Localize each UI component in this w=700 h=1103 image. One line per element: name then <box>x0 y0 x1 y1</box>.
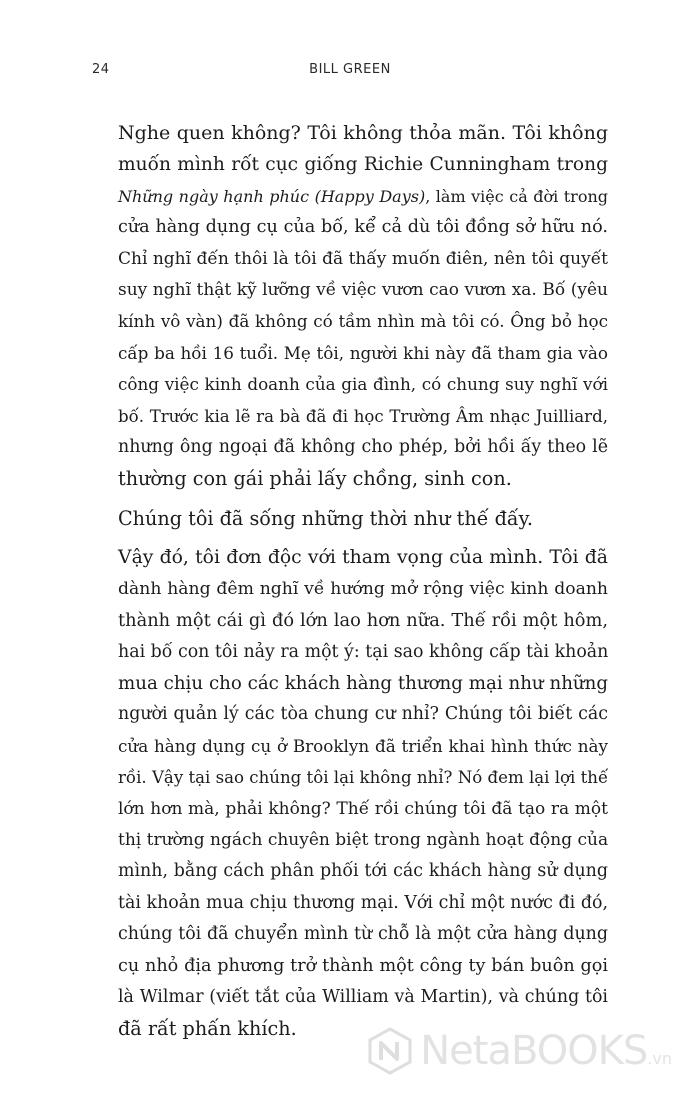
text-line: Chúng tôi đã sống những thời như thế đấy. <box>118 506 534 530</box>
text-line: là Wilmar (viết tắt của William và Martin), và chúng tôi <box>118 986 608 1007</box>
text-line: cấp ba hồi 16 tuổi. Mẹ tôi, người khi này đã tham gia vào <box>118 342 608 363</box>
text-line: lớn hơn mà, phải không? Thế rồi chúng tôi đã tạo ra một <box>118 798 608 819</box>
text-line: nhưng ông ngoại đã không cho phép, bởi hồi ấy theo lẽ <box>118 437 608 458</box>
text-line: dành hàng đêm nghĩ về hướng mở rộng việc kinh doanh <box>118 578 608 599</box>
watermark-brand: NetaBOOKS.vn <box>420 1028 672 1074</box>
text-line: thường con gái phải lấy chồng, sinh con. <box>118 467 512 491</box>
text-line: tài khoản mua chịu thương mại. Với chỉ một nước đi đó, <box>118 892 608 913</box>
text-line: chúng tôi đã chuyển mình từ chỗ là một cửa hàng dụng <box>118 924 608 945</box>
text-line: đã rất phấn khích. <box>118 1017 297 1041</box>
paragraph <box>118 118 608 495</box>
text-line: người quản lý các tòa chung cư nhỉ? Chúng tôi biết các <box>118 704 608 725</box>
page-number: 24 <box>92 62 110 77</box>
text-line: thị trường ngách chuyên biệt trong ngành hoạt động của <box>118 829 609 850</box>
paragraph <box>118 503 608 534</box>
text-line: Nghe quen không? Tôi không thỏa mãn. Tôi không <box>118 122 608 144</box>
text-line: muốn mình rốt cục giống Richie Cunningham trong <box>118 154 608 176</box>
text-line: công việc kinh doanh của gia đình, có chung suy nghĩ với <box>118 374 608 395</box>
text-fragment: , làm việc cả đời trong <box>425 186 608 206</box>
book-title-italic: Những ngày hạnh phúc (Happy Days) <box>118 186 426 206</box>
text-line: rồi. Vậy tại sao chúng tôi lại không nhỉ? Nó đem lại lợi thế <box>118 768 609 788</box>
text-line <box>118 181 608 212</box>
body-text <box>118 118 608 1053</box>
running-head: BILL GREEN <box>309 62 391 77</box>
netabooks-logo-icon <box>366 1027 414 1075</box>
text-line: kính vô vàn) đã không có tầm nhìn mà tôi có. Ông bỏ học <box>118 311 608 332</box>
text-line: bố. Trước kia lẽ ra bà đã đi học Trường Âm nhạc Juilliard, <box>118 406 608 426</box>
watermark-suffix: .vn <box>647 1049 672 1068</box>
text-line: hai bố con tôi nảy ra một ý: tại sao không cấp tài khoản <box>118 641 609 662</box>
text-line: cụ nhỏ địa phương trở thành một công ty bán buôn gọi <box>118 955 608 976</box>
watermark <box>366 1027 672 1075</box>
paragraph <box>118 542 608 1045</box>
text-line: mua chịu cho các khách hàng thương mại như những <box>118 672 608 694</box>
text-line: suy nghĩ thật kỹ lưỡng về việc vươn cao vươn xa. Bố (yêu <box>118 280 608 301</box>
page-header <box>92 62 608 82</box>
text-line: Vậy đó, tôi đơn độc với tham vọng của mình. Tôi đã <box>118 547 608 569</box>
text-line: cửa hàng dụng cụ ở Brooklyn đã triển khai hình thức này <box>118 735 608 756</box>
text-line: Chỉ nghĩ đến thôi là tôi đã thấy muốn điên, nên tôi quyết <box>118 248 608 269</box>
text-line: cửa hàng dụng cụ của bố, kể cả dù tôi đồng sở hữu nó. <box>118 217 608 238</box>
text-line: thành một cái gì đó lớn lao hơn nữa. Thế rồi một hôm, <box>118 610 608 632</box>
text-line: mình, bằng cách phân phối tới các khách hàng sử dụng <box>118 861 608 882</box>
